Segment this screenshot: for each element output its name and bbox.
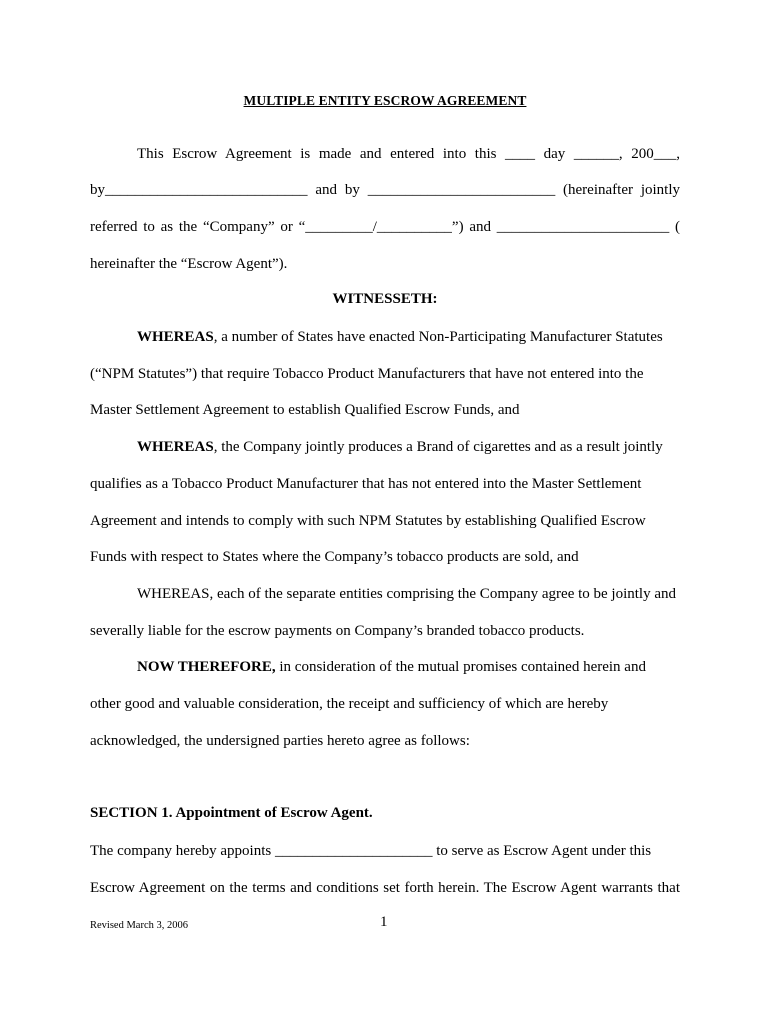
footer-revised-date: Revised March 3, 2006 [90,920,188,931]
whereas-3-line-2: severally liable for the escrow payments on Company’s branded tobacco products. [90,623,585,639]
now-therefore-line-1-text: in consideration of the mutual promises contained herein and [275,659,646,675]
whereas-2-line-1 [137,438,680,456]
whereas-3-line-1: WHEREAS, each of the separate entities comprising the Company agree to be jointly and [137,586,677,602]
section-1-line-2: Escrow Agreement on the terms and conditions set forth herein. The Escrow Agent warrants that [90,880,680,896]
whereas-2-line-1-text: , the Company jointly produces a Brand of cigarettes and as a result jointly [213,439,663,455]
whereas-1-lead: WHEREAS [137,329,214,345]
whereas-2-line-4: Funds with respect to States where the Company’s tobacco products are sold, and [90,549,579,565]
now-therefore-line-3: acknowledged, the undersigned parties hereto agree as follows: [90,733,470,749]
whereas-1-line-3: Master Settlement Agreement to establish Qualified Escrow Funds, and [90,402,520,418]
intro-line-1: This Escrow Agreement is made and entered into this ____ day ______, 200___, [137,146,680,162]
section-1-heading: SECTION 1. Appointment of Escrow Agent. [90,805,373,821]
page-number: 1 [380,914,388,930]
now-therefore-line-1 [137,658,680,676]
whereas-2-lead: WHEREAS [137,439,214,455]
whereas-1-line-2: (“NPM Statutes”) that require Tobacco Product Manufacturers that have not entered into the [90,366,644,382]
witnesseth-heading: WITNESSETH: [332,291,438,307]
whereas-1-line-1-text: , a number of States have enacted Non-Participating Manufacturer Statutes [213,329,663,345]
whereas-2-line-3: Agreement and intends to comply with such NPM Statutes by establishing Qualified Escrow [90,513,646,529]
section-1-line-1: The company hereby appoints _____________________ to serve as Escrow Agent under this [90,843,652,859]
document-title: MULTIPLE ENTITY ESCROW AGREEMENT [243,93,527,108]
whereas-2-line-2: qualifies as a Tobacco Product Manufacturer that has not entered into the Master Settlement [90,476,642,492]
intro-line-2: by___________________________ and by _________________________ (hereinafter jointly [90,182,680,198]
intro-line-4: hereinafter the “Escrow Agent”). [90,256,288,272]
now-therefore-lead: NOW THEREFORE, [137,659,276,675]
intro-line-3: referred to as the “Company” or “_________/__________”) and _______________________ ( [90,219,680,235]
now-therefore-line-2: other good and valuable consideration, the receipt and sufficiency of which are hereby [90,696,609,712]
whereas-1-line-1 [137,328,680,346]
